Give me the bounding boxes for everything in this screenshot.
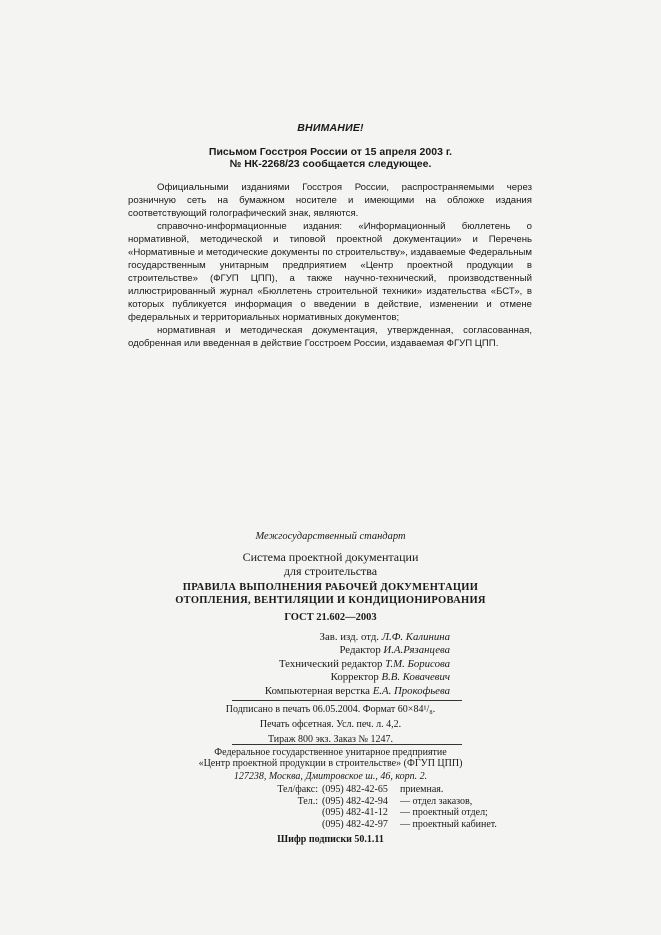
system-title-line2: для строительства bbox=[283, 564, 378, 578]
credits-block bbox=[230, 631, 450, 698]
contact-row: (095) 482-41-12 — проектный отдел; bbox=[322, 807, 488, 819]
notice-subtitle-line2: № НК-2268/23 сообщается следующее. bbox=[229, 158, 432, 170]
credit-row: Технический редактор Т.М. Борисова bbox=[278, 657, 450, 670]
signed-info: Подписано в печать 06.05.2004. Формат 60×84¹/₈. bbox=[225, 704, 436, 715]
contact-row: Тел/факс: (095) 482-42-65 приемная. bbox=[277, 784, 444, 795]
gost-number: ГОСТ 21.602—2003 bbox=[284, 612, 377, 623]
credit-row: Компьютерная верстка Е.А. Прокофьева bbox=[264, 684, 450, 697]
publisher-line2: «Центр проектной продукции в строительстве» (ФГУП ЦПП) bbox=[198, 758, 463, 769]
notice-paragraph-3: нормативная и методическая документация, утвержденная, согласованная, одобренная или введенная в действие Госстроем России, издаваемая ФГУП ЦПП. bbox=[128, 325, 532, 349]
contacts-block bbox=[250, 784, 497, 830]
credit-row: Зав. изд. отд. Л.Ф. Калинина bbox=[319, 631, 450, 643]
divider bbox=[232, 744, 462, 745]
notice-body bbox=[128, 181, 532, 350]
system-title-line1: Система проектной документации bbox=[242, 550, 419, 564]
divider bbox=[232, 700, 462, 701]
credit-row: Редактор И.А.Рязанцева bbox=[339, 644, 450, 657]
standard-label: Межгосударственный стандарт bbox=[255, 531, 406, 542]
notice-subtitle-line1: Письмом Госстроя России от 15 апреля 2003 г. bbox=[208, 146, 453, 158]
publisher-line1: Федеральное государственное унитарное предприятие bbox=[214, 747, 447, 758]
credit-row: Корректор В.В. Ковачевич bbox=[330, 671, 450, 684]
printing-info: Печать офсетная. Усл. печ. л. 4,2. bbox=[259, 719, 402, 730]
contact-row: Тел.: (095) 482-42-94 — отдел заказов, bbox=[297, 795, 473, 807]
notice-paragraph-2: справочно-информационные издания: «Информационный бюллетень о нормативной, методической и типовой проектной документации» и Перечень «Нормативные и методические документы по строительству», издаваемые Федеральным государственным унитарным предприятием «Центр проектной продукции в строительстве» (ФГУП ЦПП), а также научно-технический, производственный иллюстрированный журнал «Бюллетень строительной техники» издательства «БСТ», в которых публикуется информация о введении в действие, изменении и отмене федеральных и территориальных нормативных документов; bbox=[128, 221, 532, 323]
rules-title-line1: ПРАВИЛА ВЫПОЛНЕНИЯ РАБОЧЕЙ ДОКУМЕНТАЦИИ bbox=[182, 582, 479, 593]
run-info: Тираж 800 экз. Заказ № 1247. bbox=[267, 734, 394, 745]
contact-row: (095) 482-42-97 — проектный кабинет. bbox=[322, 818, 497, 830]
publisher-address: 127238, Москва, Дмитровское ш., 46, корп. 2. bbox=[233, 771, 428, 782]
notice-title: ВНИМАНИЕ! bbox=[297, 122, 364, 134]
subscription-cipher: Шифр подписки 50.1.11 bbox=[277, 834, 384, 845]
notice-paragraph-1: Официальными изданиями Госстроя России, распространяемыми через розничную сеть на бумажном носителе и имеющими на обложке издания соответствующий голографический знак, являются. bbox=[128, 182, 532, 219]
rules-title-line2: ОТОПЛЕНИЯ, ВЕНТИЛЯЦИИ И КОНДИЦИОНИРОВАНИЯ bbox=[175, 595, 486, 606]
